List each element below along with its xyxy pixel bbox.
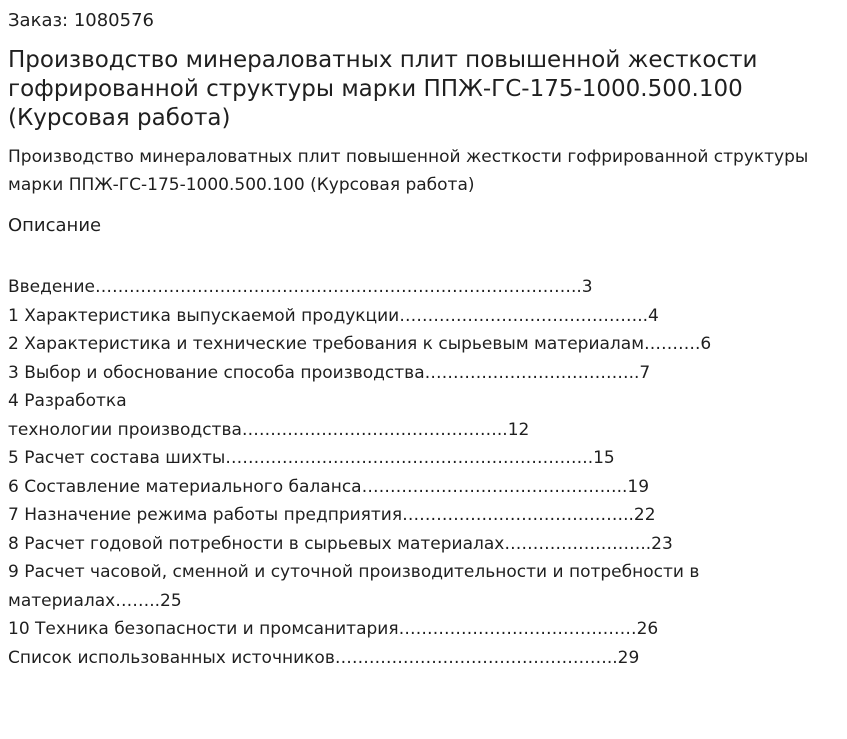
toc-item: 1 Характеристика выпускаемой продукции……………………………………..4 [8,305,659,326]
toc-item: Список использованных источников…………………………………………..29 [8,647,640,668]
toc-item: 2 Характеристика и технические требования к сырьевым материалам……….6 [8,334,712,354]
toc-item: 8 Расчет годовой потребности в сырьевых материалах……………………..23 [8,533,673,554]
toc-item: 9 Расчет часовой, сменной и суточной производительности и потребности в материалах……..25 [8,562,700,611]
toc-item: 3 Выбор и обоснование способа производства………………………………..7 [8,362,651,383]
table-of-contents [8,273,839,672]
page-title: Производство минераловатных плит повышенной жесткости гофрированной структуры марки ППЖ-ГС-175-1000.500.100 (Курсовая работа) [8,47,758,131]
toc-item: 4 Разработка [8,391,127,411]
toc-item: 10 Техника безопасности и промсанитария……………………………………26 [8,619,659,639]
toc-item: технологии производства………………………………………..12 [8,419,530,440]
toc-item: 5 Расчет состава шихты………………………………………………………..15 [8,448,615,468]
order-number: Заказ: 1080576 [8,10,154,31]
toc-item: 7 Назначение режима работы предприятия…………………………………..22 [8,505,656,525]
page-subtitle: Производство минераловатных плит повышенной жесткости гофрированной структуры марки ППЖ-ГС-175-1000.500.100 (Курсовая работа) [8,147,809,195]
description-heading: Описание [8,215,102,236]
toc-item: 6 Составление материального баланса………………………………………..19 [8,476,650,497]
toc-item: Введение…………………………………………………………………………..3 [8,277,593,297]
